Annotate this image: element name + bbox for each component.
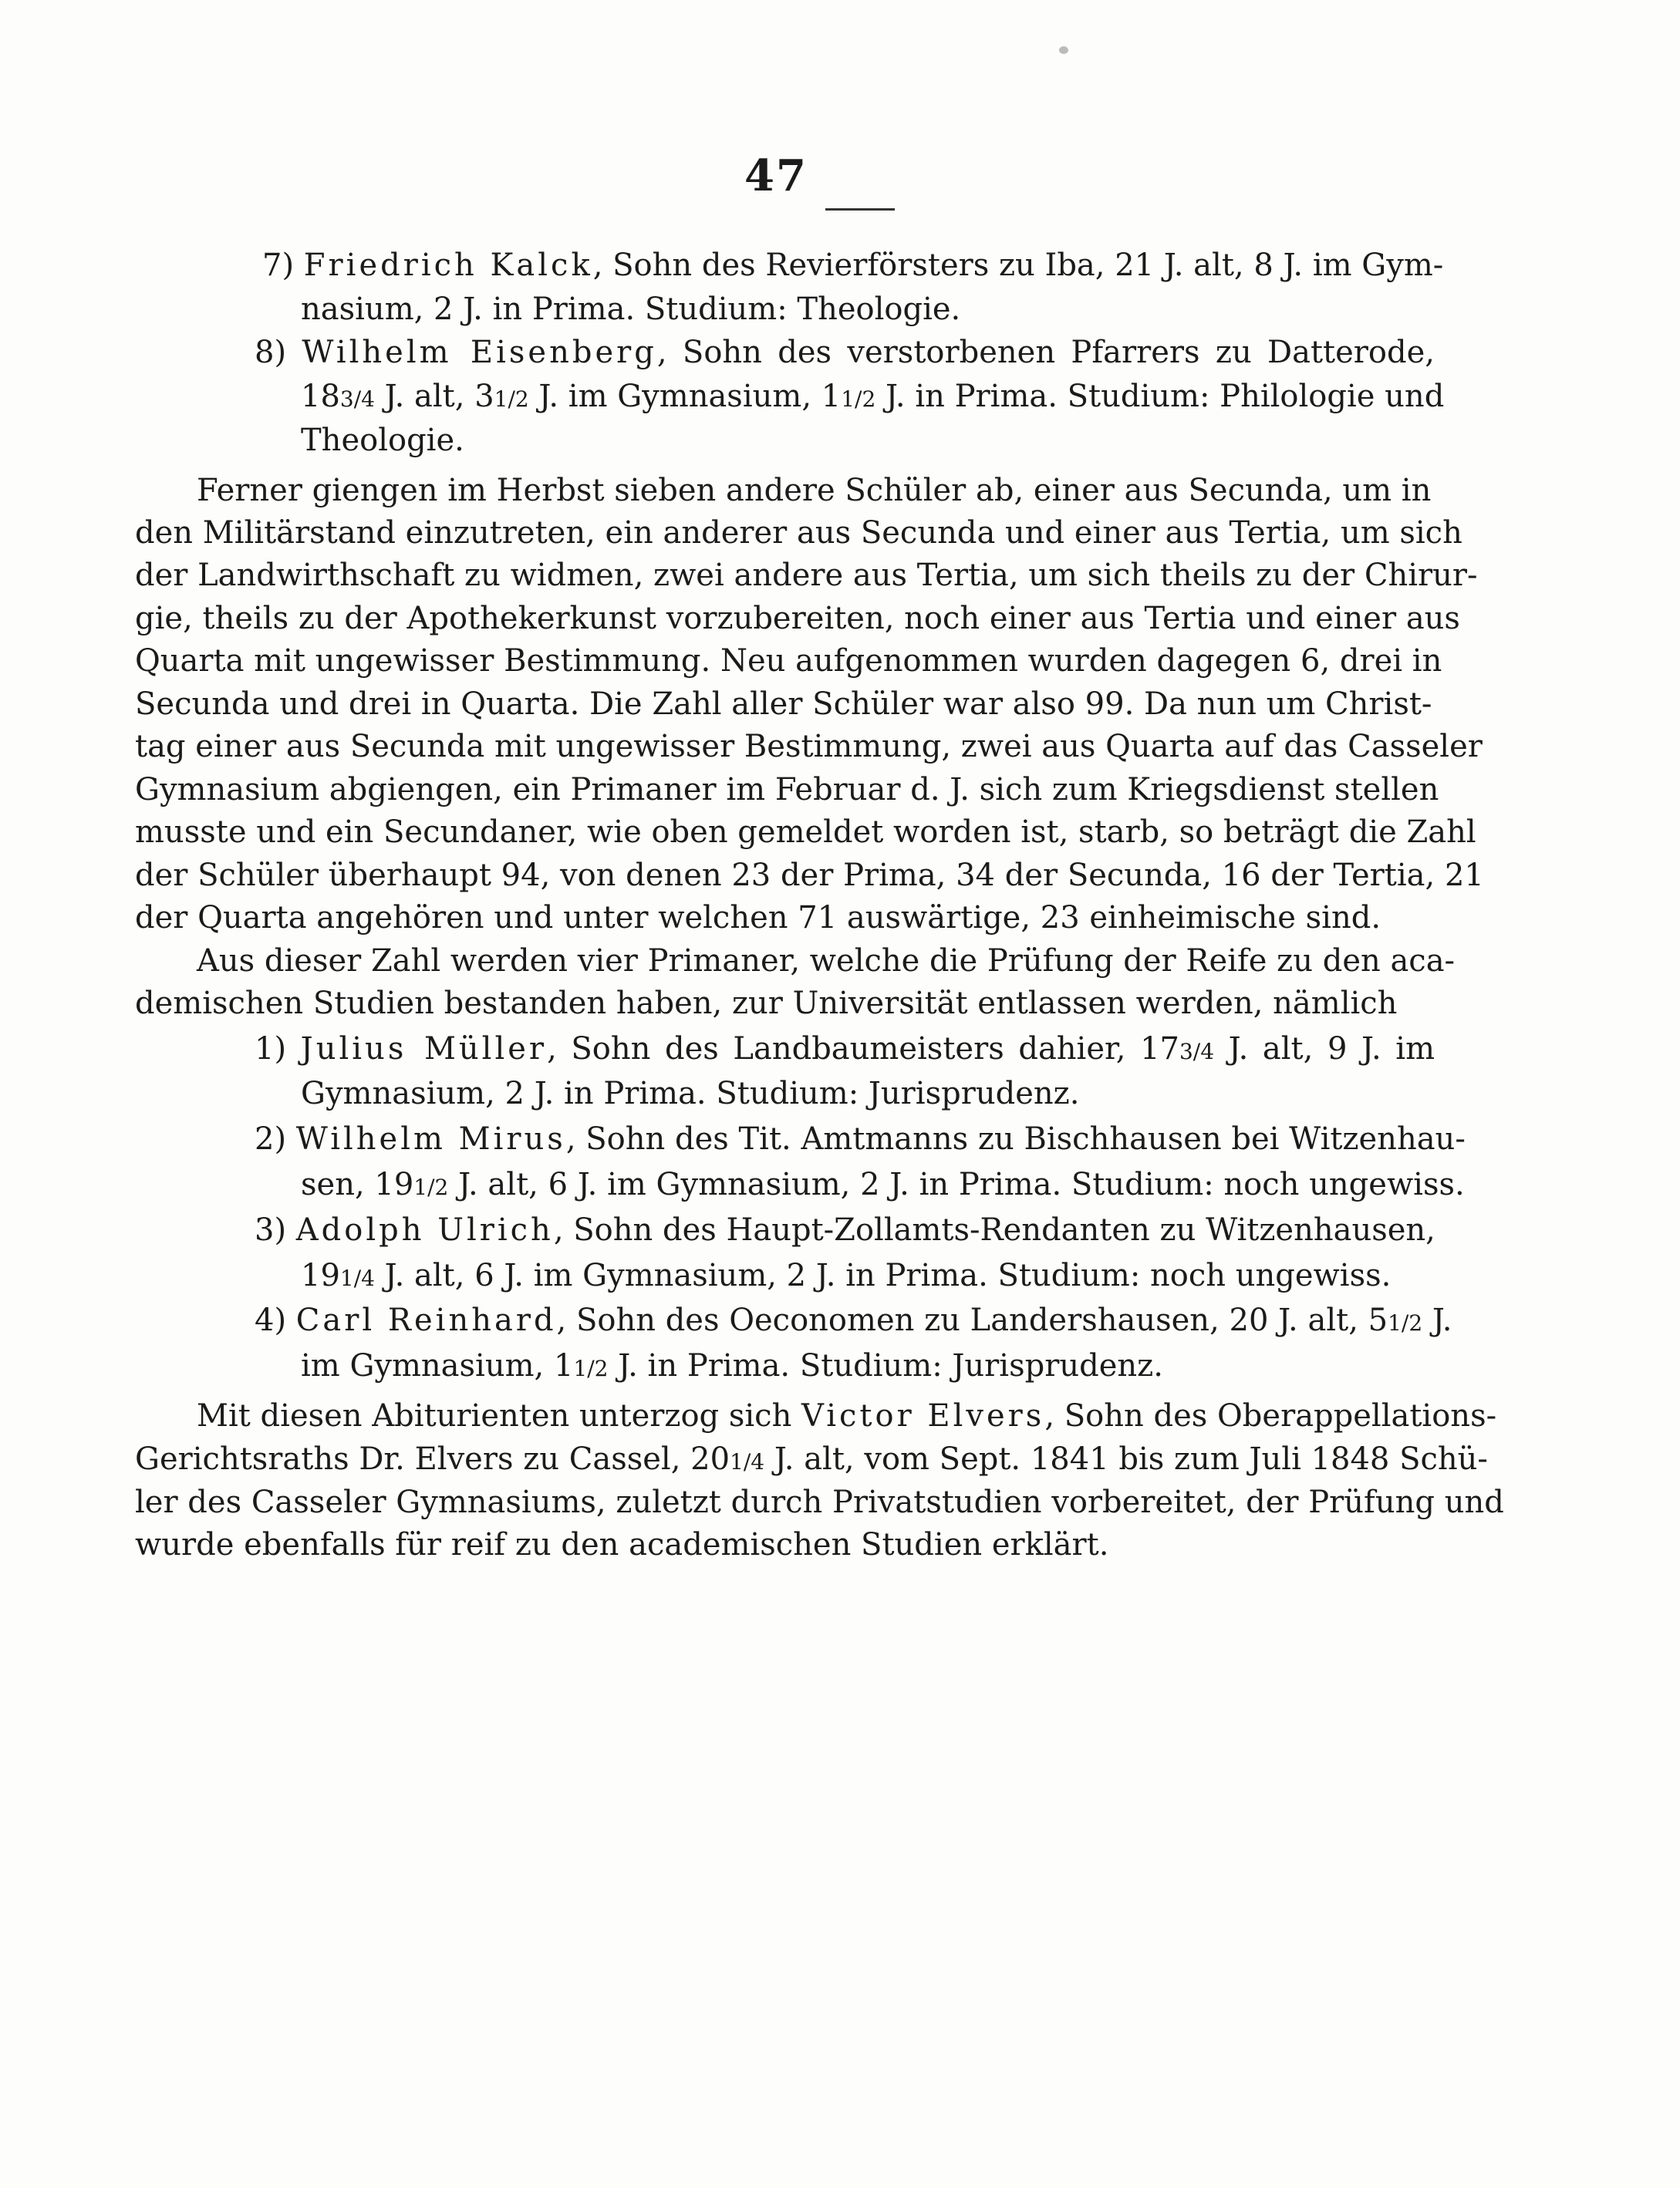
text-line: [301, 376, 1444, 416]
text-run: J. alt, 6 J. im Gymnasium, 2 J. in Prima. Studium: noch ungewiss.: [448, 1167, 1465, 1202]
text-line: [135, 855, 1484, 895]
text-run: gie, theils zu der Apothekerkunst vorzubereiten, noch einer aus Tertia und einer aus: [135, 601, 1460, 636]
text-run: J. alt, 6 J. im Gymnasium, 2 J. in Prima. Studium: noch ungewiss.: [374, 1258, 1392, 1293]
text-line: [255, 1210, 1435, 1250]
text-run: Aus dieser Zahl werden vier Primaner, welche die Prüfung der Reife zu den aca-: [197, 943, 1456, 979]
text-line: [301, 1074, 1079, 1114]
page-number: 47: [744, 150, 808, 201]
text-line: [135, 727, 1483, 767]
text-run: im Gymnasium, 1: [301, 1348, 574, 1384]
text-run: 1): [255, 1031, 301, 1067]
text-run: sen, 19: [301, 1167, 414, 1202]
text-run: J. in Prima. Studium: Jurisprudenz.: [608, 1348, 1163, 1384]
text-line: [135, 598, 1460, 639]
text-line: [197, 941, 1455, 981]
text-run: , Sohn des Revierförsters zu Iba, 21 J. alt, 8 J. im Gym-: [592, 248, 1444, 283]
text-run: 2): [255, 1121, 296, 1157]
text-run: 4): [255, 1303, 296, 1338]
text-line: [135, 983, 1397, 1023]
text-run: der Schüler überhaupt 94, von denen 23 der Prima, 34 der Secunda, 16 der Tertia, 21: [135, 858, 1484, 893]
text-run: Quarta mit ungewisser Bestimmung. Neu aufgenommen wurden dagegen 6, drei in: [135, 643, 1442, 679]
text-line: [255, 1029, 1435, 1069]
text-line: [255, 332, 1435, 373]
fraction: 3/4: [339, 386, 375, 412]
text-line: [301, 1256, 1391, 1296]
text-line: [135, 641, 1442, 681]
fraction: 3/4: [1179, 1039, 1215, 1064]
text-run: nasium, 2 J. in Prima. Studium: Theologie.: [301, 292, 961, 327]
fraction: 1/4: [730, 1449, 765, 1475]
text-line: [135, 684, 1432, 724]
text-run: , Sohn des Haupt-Zollamts-Rendanten zu Witzenhausen,: [553, 1212, 1435, 1248]
text-run: tag einer aus Secunda mit ungewisser Bestimmung, zwei aus Quarta auf das Casseler: [135, 729, 1483, 764]
text-run: ler des Casseler Gymnasiums, zuletzt durch Privatstudien vorbereitet, der Prüfung und: [135, 1485, 1504, 1520]
text-line: [301, 1346, 1163, 1386]
text-line: [135, 1482, 1504, 1522]
text-run: demischen Studien bestanden haben, zur Universität entlassen werden, nämlich: [135, 986, 1398, 1021]
person-name: Victor Elvers: [801, 1398, 1045, 1434]
text-run: Gymnasium, 2 J. in Prima. Studium: Jurisprudenz.: [301, 1076, 1080, 1111]
person-name: Wilhelm Mirus: [295, 1121, 566, 1157]
text-line: [255, 1300, 1452, 1340]
fraction: 1/2: [841, 386, 876, 412]
text-run: Gerichtsraths Dr. Elvers zu Cassel, 20: [135, 1441, 730, 1477]
text-run: J. in Prima. Studium: Philologie und: [875, 379, 1445, 414]
text-line: [301, 420, 464, 460]
text-run: Secunda und drei in Quarta. Die Zahl aller Schüler war also 99. Da nun um Christ-: [135, 686, 1432, 722]
text-run: musste und ein Secundaner, wie oben gemeldet worden ist, starb, so beträgt die Zahl: [135, 814, 1476, 850]
text-run: Ferner giengen im Herbst sieben andere Schüler ab, einer aus Secunda, um in: [197, 473, 1432, 508]
text-run: , Sohn des verstorbenen Pfarrers zu Datterode,: [656, 335, 1435, 370]
person-name: Wilhelm Eisenberg: [302, 335, 657, 370]
text-line: [135, 812, 1476, 852]
text-run: der Quarta angehören und unter welchen 71 auswärtige, 23 einheimische sind.: [135, 900, 1381, 936]
text-run: , Sohn des Tit. Amtmanns zu Bischhausen bei Witzenhau-: [565, 1121, 1466, 1157]
text-run: 3): [255, 1212, 296, 1248]
text-line: [135, 1525, 1108, 1565]
fraction: 1/2: [494, 386, 529, 412]
text-line: [197, 470, 1431, 511]
text-line: [135, 770, 1439, 810]
text-run: 18: [301, 379, 340, 414]
person-name: Carl Reinhard: [295, 1303, 557, 1338]
text-run: , Sohn des Oeconomen zu Landershausen, 20 J. alt, 5: [556, 1303, 1388, 1338]
text-run: 8): [255, 335, 302, 370]
page-number-rule: [825, 208, 895, 211]
text-line: [301, 289, 960, 329]
text-line: [301, 1165, 1465, 1205]
text-line: [135, 1439, 1488, 1479]
text-line: [197, 1396, 1496, 1436]
text-line: [135, 555, 1478, 595]
text-run: 7): [262, 248, 304, 283]
text-run: der Landwirthschaft zu widmen, zwei andere aus Tertia, um sich theils zu der Chirur-: [135, 558, 1478, 593]
text-line: [255, 1119, 1466, 1159]
text-run: Gymnasium abgiengen, ein Primaner im Februar d. J. sich zum Kriegsdienst stellen: [135, 772, 1439, 807]
text-run: , Sohn des Oberappellations-: [1044, 1398, 1497, 1434]
text-line: [135, 898, 1381, 938]
text-run: , Sohn des Landbaumeisters dahier, 17: [547, 1031, 1179, 1067]
fraction: 1/2: [1388, 1310, 1423, 1336]
ink-spot: [1059, 46, 1068, 54]
text-run: 19: [301, 1258, 340, 1293]
person-name: Julius Müller: [300, 1031, 548, 1067]
text-run: J. alt, 3: [374, 379, 494, 414]
text-line: [262, 245, 1443, 285]
fraction: 1/4: [339, 1266, 375, 1291]
person-name: Friedrich Kalck: [303, 248, 593, 283]
text-run: wurde ebenfalls für reif zu den academischen Studien erklärt.: [135, 1527, 1109, 1563]
text-line: [135, 513, 1462, 553]
text-run: J. im Gymnasium, 1: [528, 379, 842, 414]
text-run: J. alt, 9 J. im: [1214, 1031, 1435, 1067]
person-name: Adolph Ulrich: [295, 1212, 554, 1248]
text-run: J. alt, vom Sept. 1841 bis zum Juli 1848 Schü-: [764, 1441, 1488, 1477]
text-run: J.: [1422, 1303, 1452, 1338]
text-run: Theologie.: [301, 423, 464, 458]
text-run: Mit diesen Abiturienten unterzog sich: [197, 1398, 802, 1434]
text-run: den Militärstand einzutreten, ein anderer aus Secunda und einer aus Tertia, um sich: [135, 515, 1462, 551]
fraction: 1/2: [573, 1356, 609, 1381]
fraction: 1/2: [413, 1175, 449, 1200]
